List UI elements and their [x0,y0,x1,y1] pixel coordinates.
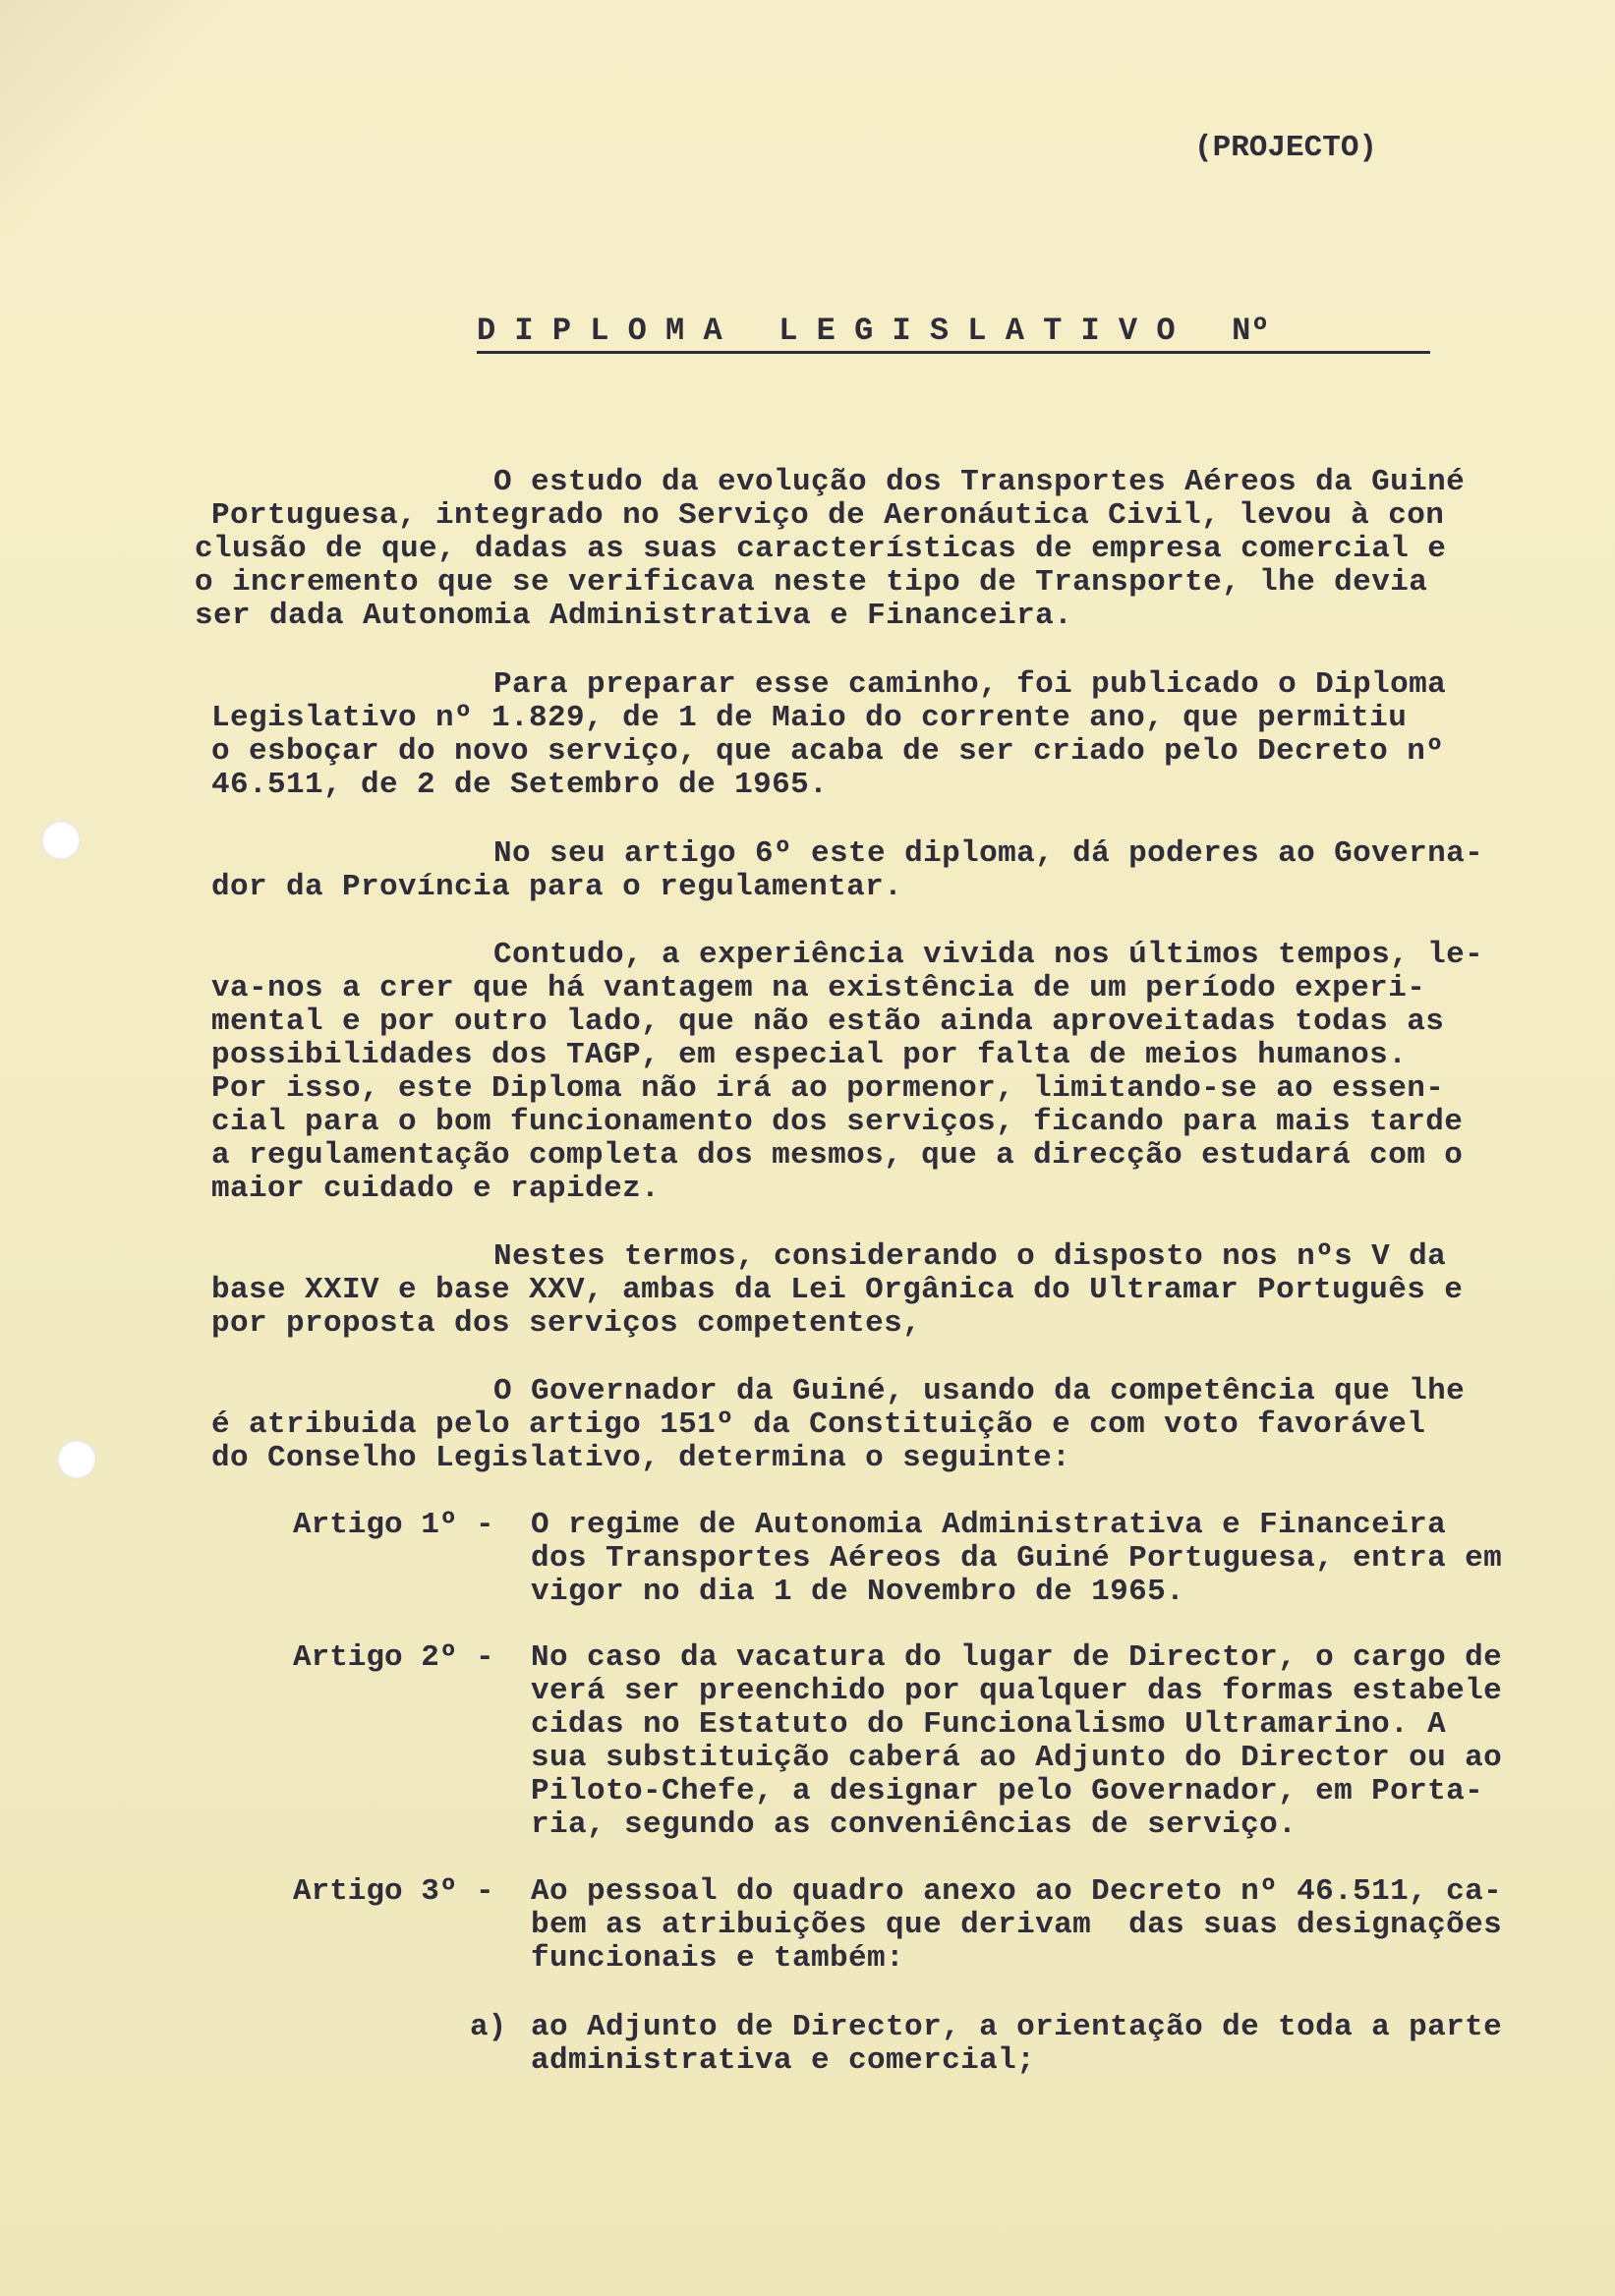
project-tag: (PROJECTO) [1194,131,1378,165]
page-fold-shadow [0,0,246,236]
text-line: O estudo da evolução dos Transportes Aéreos da Guiné [493,465,1466,499]
text-line: O Governador da Guiné, usando da competência que lhe [493,1374,1466,1408]
text-line: Contudo, a experiência vivida nos últimos tempos, le- [493,938,1484,972]
article-label: Artigo 3º - [293,1874,494,1909]
text-line: vigor no dia 1 de Novembro de 1965. [531,1575,1185,1609]
text-line: sua substituição caberá ao Adjunto do Director ou ao [531,1741,1503,1775]
text-line: ser dada Autonomia Administrativa e Financeira. [195,599,1073,633]
text-line: dor da Província para o regulamentar. [211,870,903,904]
text-line: mental e por outro lado, que não estão ainda aproveitadas todas as [211,1004,1445,1039]
text-line: bem as atribuições que derivam das suas designações [531,1908,1503,1942]
text-line: cial para o bom funcionamento dos serviços, ficando para mais tarde [211,1105,1464,1139]
text-line: No seu artigo 6º este diploma, dá poderes ao Governa- [493,836,1484,871]
text-line: a regulamentação completa dos mesmos, que a direcção estudará com o [211,1138,1464,1173]
text-line: do Conselho Legislativo, determina o seguinte: [211,1441,1071,1475]
punch-hole [41,821,81,860]
subitem-label: a) [470,2010,507,2044]
text-line: va-nos a crer que há vantagem na existência de um período experi- [211,971,1426,1005]
text-line: o esboçar do novo serviço, que acaba de ser criado pelo Decreto nº [211,734,1445,769]
text-line: clusão de que, dadas as suas características de empresa comercial e [195,532,1447,566]
text-line: por proposta dos serviços competentes, [211,1306,922,1341]
text-line: o incremento que se verificava neste tipo de Transporte, lhe devia [195,565,1428,600]
text-line: base XXIV e base XXV, ambas da Lei Orgânica do Ultramar Português e [211,1273,1464,1307]
text-line: O regime de Autonomia Administrativa e Financeira [531,1508,1447,1542]
text-line: No caso da vacatura do lugar de Director, o cargo de [531,1640,1503,1675]
text-line: ria, segundo as conveniências de serviço. [531,1808,1298,1842]
document-title: D I P L O M A L E G I S L A T I V O Nº [477,313,1430,354]
text-line: administrativa e comercial; [531,2043,1036,2078]
text-line: Legislativo nº 1.829, de 1 de Maio do corrente ano, que permitiu [211,701,1408,735]
article-label: Artigo 2º - [293,1640,494,1675]
text-line: Piloto-Chefe, a designar pelo Governador, em Porta- [531,1774,1484,1808]
text-line: verá ser preenchido por qualquer das formas estabele [531,1674,1503,1708]
text-line: ao Adjunto de Director, a orientação de toda a parte [531,2010,1503,2044]
text-line: Portuguesa, integrado no Serviço de Aeronáutica Civil, levou à con [211,498,1445,533]
text-line: possibilidades dos TAGP, em especial por falta de meios humanos. [211,1038,1408,1072]
text-line: maior cuidado e rapidez. [211,1172,661,1206]
text-line: Por isso, este Diploma não irá ao pormenor, limitando-se ao essen- [211,1071,1445,1106]
text-line: Para preparar esse caminho, foi publicado o Diploma [493,667,1447,702]
punch-hole [57,1440,96,1479]
text-line: funcionais e também: [531,1941,905,1976]
article-label: Artigo 1º - [293,1508,494,1542]
text-line: cidas no Estatuto do Funcionalismo Ultramarino. A [531,1707,1447,1742]
text-line: 46.511, de 2 de Setembro de 1965. [211,768,829,802]
text-line: é atribuida pelo artigo 151º da Constituição e com voto favorável [211,1407,1426,1442]
text-line: Nestes termos, considerando o disposto nos nºs V da [493,1239,1447,1274]
text-line: Ao pessoal do quadro anexo ao Decreto nº 46.511, ca- [531,1874,1503,1909]
text-line: dos Transportes Aéreos da Guiné Portuguesa, entra em [531,1541,1503,1576]
